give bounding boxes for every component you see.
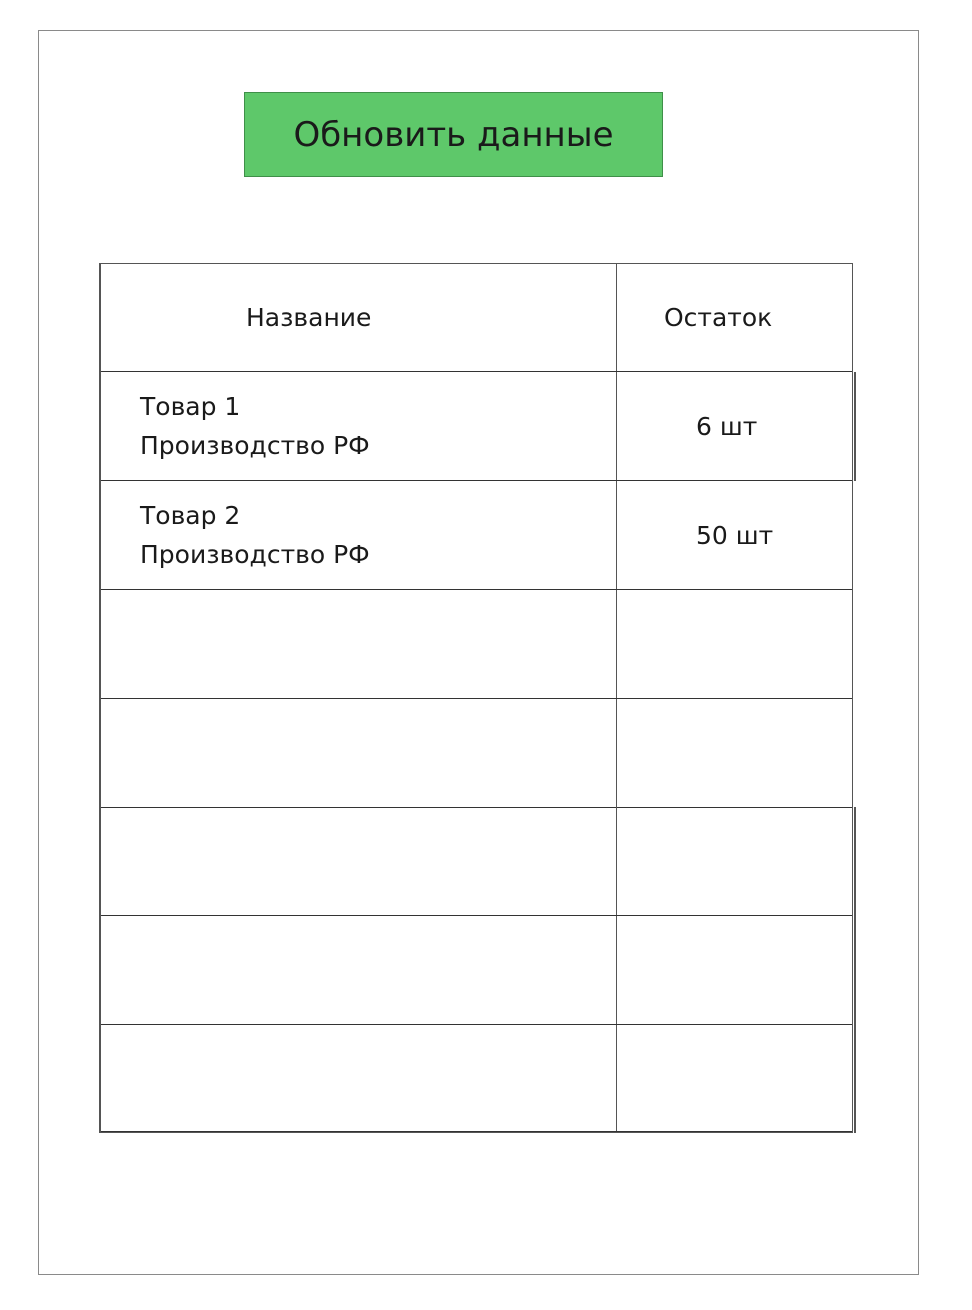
table-row[interactable]: [101, 372, 852, 481]
product-name: Товар 1: [140, 392, 241, 421]
table-row[interactable]: [101, 807, 852, 916]
table-row[interactable]: [101, 590, 852, 699]
inventory-table: [99, 263, 853, 1133]
column-header-stock[interactable]: Остаток: [664, 303, 773, 332]
table-row[interactable]: [101, 1025, 852, 1132]
product-name-cell: [101, 1025, 616, 1131]
refresh-data-button[interactable]: Обновить данные: [244, 92, 663, 177]
product-stock: [617, 699, 853, 807]
product-name-cell: [101, 699, 616, 807]
product-stock: 6 шт: [696, 411, 758, 441]
product-stock: 50 шт: [696, 520, 774, 550]
table-edge-line: [854, 807, 856, 1133]
product-stock: [617, 590, 853, 698]
product-name-cell: [101, 481, 616, 589]
product-stock: [617, 1025, 853, 1131]
product-origin: Производство РФ: [140, 431, 370, 460]
product-name-cell: [101, 807, 616, 915]
table-row[interactable]: [101, 699, 852, 808]
product-name: Товар 2: [140, 501, 241, 530]
product-name-cell: [101, 372, 616, 480]
product-name-cell: [101, 916, 616, 1024]
product-stock: [617, 807, 853, 915]
table-header-row: [101, 264, 852, 372]
product-stock: [617, 916, 853, 1024]
product-name-cell: [101, 590, 616, 698]
table-row[interactable]: [101, 481, 852, 590]
table-edge-line: [854, 372, 856, 481]
table-row[interactable]: [101, 916, 852, 1025]
product-origin: Производство РФ: [140, 540, 370, 569]
column-header-name[interactable]: Название: [246, 303, 372, 332]
